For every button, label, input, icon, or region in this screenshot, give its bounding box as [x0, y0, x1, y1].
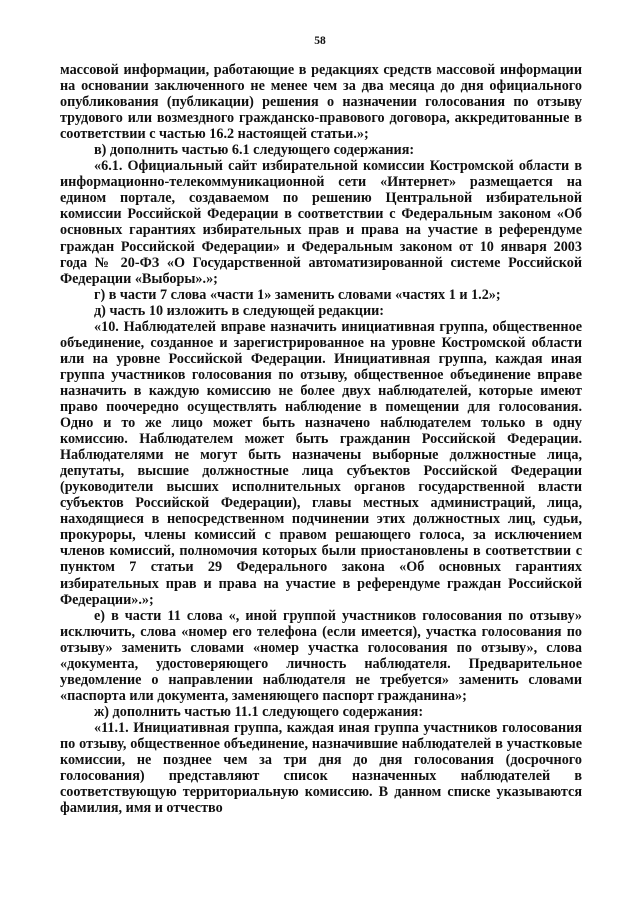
- paragraph-continuation: массовой информации, работающие в редакциях средств массовой информации на основании заключенного не менее чем за два месяца до дня официального опубликования (публикации) решения о назначении голосования по отзыву трудового или возмездного гражданско-правового договора, аккредитованные в соответствии с частью 16.2 настоящей статьи.»;: [60, 62, 582, 143]
- paragraph-item-d: д) часть 10 изложить в следующей редакции:: [94, 302, 385, 319]
- paragraph-item-e: е) в части 11 слова «, иной группой участников голосования по отзыву» исключить, слова «номер его телефона (если имеется), участка голосования по отзыву» заменить словами «номер участка голосования по отзыву», слова «документа, удостоверяющего личность наблюдателя. Предварительное уведомление о направлении наблюдателя не требуется» заменить словами «паспорта или документа, заменяющего паспорт гражданина»;: [60, 607, 582, 704]
- paragraph-part-10: «10. Наблюдателей вправе назначить инициативная группа, общественное объединение, созданное и зарегистрированное на уровне Костромской области или на уровне Российской Федерации. Инициативная группа, каждая иная группа участников голосования по отзыву, общественное объединение вправе назначить в каждую комиссию не более двух наблюдателей, которые имеют право поочередно осуществлять наблюдение в помещении для голосования. Одно и то же лицо может быть назначено наблюдателем только в одну комиссию. Наблюдателем может быть гражданин Российской Федерации. Наблюдателями не могут быть назначены выборные должностные лица, депутаты, высшие должностные лица субъектов Российской Федерации (руководители высших исполнительных органов государственной власти субъектов Российской Федерации), главы местных администраций, лица, находящиеся в непосредственном подчинении этих должностных лиц, судьи, прокуроры, члены комиссий с правом решающего голоса, за исключением членов комиссий, полномочия которых были приостановлены в соответствии с пунктом 7 статьи 29 Федерального закона «Об основных гарантиях избирательных прав и права на участие в референдуме граждан Российской Федерации».»;: [60, 318, 582, 608]
- paragraph-part-6-1: «6.1. Официальный сайт избирательной комиссии Костромской области в информационно-телекоммуникационной сети «Интернет» размещается на едином портале, создаваемом по решению Центральной избирательной комиссии Российской Федерации в соответствии с Федеральным законом «Об основных гарантиях избирательных прав и права на участие в референдуме граждан Российской Федерации» и Федеральным законом от 10 января 2003 года № 20-ФЗ «О Государственной автоматизированной системе Российской Федерации «Выборы».»;: [60, 158, 582, 287]
- paragraph-item-zh: ж) дополнить частью 11.1 следующего содержания:: [94, 703, 424, 720]
- document-body: [60, 62, 582, 816]
- page-number: 58: [314, 35, 326, 47]
- paragraph-item-v: в) дополнить частью 6.1 следующего содержания:: [94, 142, 415, 159]
- paragraph-item-g: г) в части 7 слова «части 1» заменить словами «частях 1 и 1.2»;: [94, 286, 501, 303]
- paragraph-part-11-1: «11.1. Инициативная группа, каждая иная группа участников голосования по отзыву, общественное объединение, назначившие наблюдателей в участковые комиссии, не позднее чем за три дня до дня голосования (досрочного голосования) представляют список назначенных наблюдателей в соответствующую территориальную комиссию. В данном списке указываются фамилия, имя и отчество: [60, 719, 582, 817]
